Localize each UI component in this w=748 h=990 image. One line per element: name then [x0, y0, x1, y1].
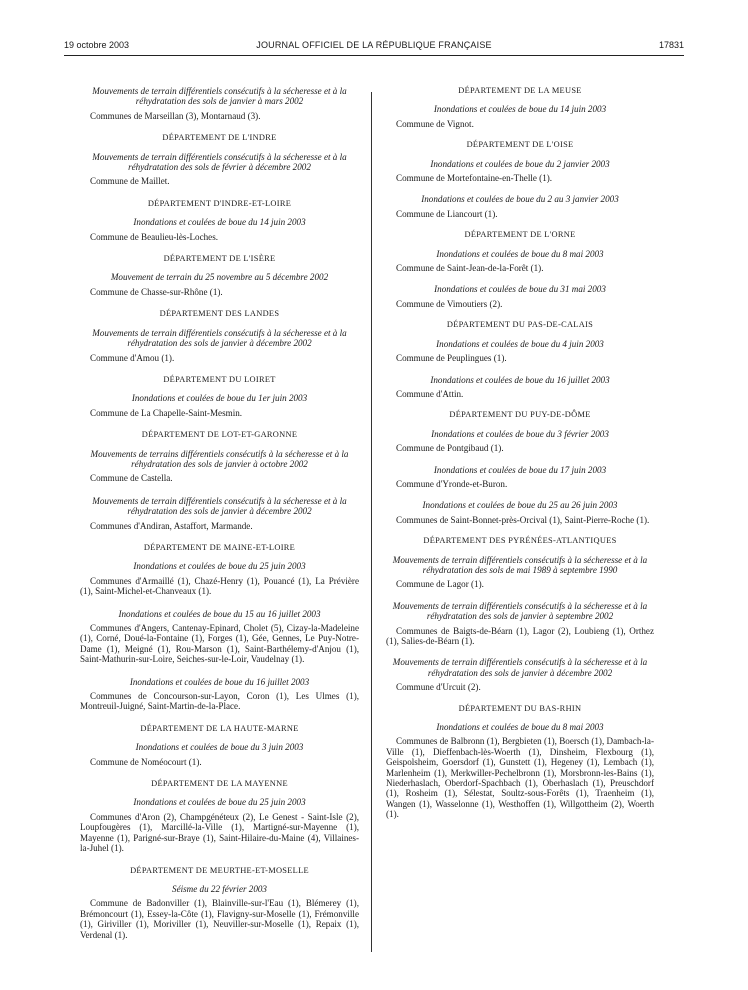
decree-entry [386, 601, 654, 647]
communes-list: Communes de Saint-Bonnet-près-Orcival (1), Saint-Pierre-Roche (1). [396, 514, 650, 525]
department-section [386, 410, 654, 525]
decree-entry [80, 217, 359, 242]
communes-list: Commune de Badonviller (1), Blainville-sur-l'Eau (1), Blémerey (1), Brémoncourt (1), Essey-la-Côte (1), Flavigny-sur-Moselle (1), Frémonville (1), Giriviller (1), Moriviller (1), Neuviller-sur-Moselle (1), Repaix (1), Verdenal (1). [80, 898, 359, 940]
department-heading: DÉPARTEMENT DES PYRÉNÉES-ATLANTIQUES [423, 536, 617, 546]
journal-title: JOURNAL OFFICIEL DE LA RÉPUBLIQUE FRANÇAISE [256, 40, 492, 50]
decree-entry [386, 465, 654, 490]
decree-entry [80, 561, 359, 596]
decree-entry [386, 500, 654, 525]
department-section [386, 86, 654, 129]
department-heading: DÉPARTEMENT DE LA MEUSE [458, 86, 582, 95]
event-cause: Inondations et coulées de boue du 2 janvier 2003 [430, 158, 610, 169]
decree-entry [386, 429, 654, 454]
communes-list: Communes d'Andiran, Astaffort, Marmande. [90, 520, 253, 531]
department-heading: DÉPARTEMENT DU BAS-RHIN [458, 703, 582, 713]
communes-list: Communes de Balbronn (1), Bergbieten (1), Boersch (1), Dambach-la-Ville (1), Dieffenbach-lès-Woerth (1), Dinsheim, Flexbourg (1), Geispolsheim, Goersdorf (1), Gunstett (1), Hegeney (1), Lembach (1), Marlenheim (1), Merkwiller-Pechelbronn (1), Morsbronn-les-Bains (1), Niederhaslach, Oberdorf-Spachbach (1), Oberhaslach (1), Preuschdorf (1), Rosheim (1), Sélestat, Soultz-sous-Forêts (1), Traenheim (1), Wangen (1), Wasselonne (1), Westhoffen (1), Willgottheim (2), Woerth (1). [386, 736, 654, 820]
communes-list: Commune de Vignot. [396, 118, 474, 129]
event-cause: Séisme du 22 février 2003 [172, 883, 267, 894]
communes-list: Commune de La Chapelle-Saint-Mesmin. [90, 407, 243, 418]
department-section [386, 140, 654, 219]
department-section [80, 133, 359, 187]
communes-list: Commune d'Urcuit (2). [396, 682, 481, 693]
department-section [80, 430, 359, 531]
department-heading: DÉPARTEMENT DU PAS-DE-CALAIS [446, 320, 594, 330]
page-header [64, 40, 684, 54]
communes-list: Commune de Pontgibaud (1). [396, 443, 504, 454]
event-cause: Inondations et coulées de boue du 31 mai 2003 [434, 284, 606, 295]
department-heading: DÉPARTEMENT DE MEURTHE-ET-MOSELLE [130, 865, 309, 875]
decree-entry [386, 657, 654, 692]
department-heading: DÉPARTEMENT DES LANDES [159, 309, 280, 319]
event-cause: Inondations et coulées de boue du 3 juin 2003 [135, 742, 304, 753]
event-cause: Inondations et coulées de boue du 8 mai 2003 [436, 722, 604, 733]
event-cause: Inondations et coulées de boue du 8 mai 2003 [436, 248, 604, 259]
department-section [80, 199, 359, 242]
communes-list: Communes d'Angers, Cantenay-Epinard, Cholet (5), Cizay-la-Madeleine (1), Corné, Doué-la-Fontaine (1), Forges (1), Gée, Gennes, Le Puy-Notre-Dame (1), Meigné (1), Rou-Marson (1), Saint-Barthélemy-d'Anjou (1), Saint-Mathurin-sur-Loire, Seiches-sur-le-Loir, Vaudelnay (1). [80, 623, 359, 665]
event-cause: Inondations et coulées de boue du 25 juin 2003 [133, 561, 306, 572]
department-section [80, 543, 359, 712]
event-cause: Inondations et coulées de boue du 16 juillet 2003 [430, 374, 610, 385]
issue-date: 19 octobre 2003 [64, 40, 130, 50]
event-cause: Mouvements de terrain différentiels consécutifs à la sécheresse et à la réhydratation des sols de janvier à septembre 2002 [392, 600, 648, 622]
communes-list: Communes de Marseillan (3), Montarnaud (3). [90, 110, 261, 121]
event-cause: Mouvements de terrain différentiels consécutifs à la sécheresse et à la réhydratation des sols de février à décembre 2002 [92, 151, 347, 173]
department-heading: DÉPARTEMENT DE L'ORNE [464, 230, 576, 240]
event-cause: Mouvements de terrain différentiels consécutifs à la sécheresse et à la réhydratation des sols de janvier à décembre 2002 [392, 657, 648, 678]
decree-entry [386, 104, 654, 129]
department-heading: DÉPARTEMENT DE MAINE-ET-LOIRE [143, 542, 296, 552]
communes-list: Communes de Baigts-de-Béarn (1), Lagor (2), Loubieng (1), Orthez (1), Salies-de-Béarn (1). [386, 625, 654, 646]
event-cause: Inondations et coulées de boue du 1er juin 2003 [131, 393, 308, 404]
event-cause: Mouvement de terrain du 25 novembre au 5 décembre 2002 [110, 272, 329, 283]
event-cause: Inondations et coulées de boue du 2 au 3 janvier 2003 [421, 194, 619, 205]
event-cause: Inondations et coulées de boue du 17 juin 2003 [433, 464, 607, 475]
event-cause: Mouvements de terrain différentiels consécutifs à la sécheresse et à la réhydratation des sols de mai 1989 à septembre 1990 [392, 554, 648, 575]
department-heading: DÉPARTEMENT DU PUY-DE-DÔME [449, 410, 591, 420]
decree-entry [80, 742, 359, 767]
left-column [80, 86, 359, 952]
event-cause: Inondations et coulées de boue du 14 juin 2003 [133, 217, 306, 228]
communes-list: Commune de Noméocourt (1). [90, 756, 202, 767]
decree-entry [80, 797, 359, 853]
department-heading: DÉPARTEMENT DE LA MAYENNE [151, 779, 288, 789]
decree-entry [80, 393, 359, 418]
event-cause: Inondations et coulées de boue du 14 juin 2003 [433, 104, 607, 115]
decree-entry [80, 677, 359, 712]
decree-entry [386, 375, 654, 400]
department-section [80, 254, 359, 297]
event-cause: Mouvements de terrains différentiels consécutifs à la sécheresse et à la réhydratation des sols de janvier à octobre 2002 [90, 448, 349, 469]
communes-list: Commune de Peuplingues (1). [396, 353, 507, 364]
department-section [386, 536, 654, 692]
decree-entry [386, 555, 654, 590]
communes-list: Communes d'Aron (2), Champgénéteux (2), Le Genest - Saint-Isle (2), Loupfougères (1), Marcillé-la-Ville (1), Martigné-sur-Mayenne (1), Mayenne (1), Parigné-sur-Braye (1), Saint-Hilaire-du-Maine (4), Villaines-la-Juhel (1). [80, 811, 359, 854]
event-cause: Mouvements de terrain différentiels consécutifs à la sécheresse et à la réhydratation des sols de janvier à décembre 2002 [92, 327, 347, 349]
decree-entry [386, 194, 654, 219]
decree-entry [386, 284, 654, 309]
decree-entry [386, 339, 654, 364]
event-cause: Inondations et coulées de boue du 25 juin 2003 [133, 797, 306, 808]
communes-list: Communes d'Armaillé (1), Chazé-Henry (1), Pouancé (1), La Prévière (1), Saint-Michel-et-Chanveaux (1). [80, 575, 359, 597]
department-heading: DÉPARTEMENT DE L'OISE [466, 140, 574, 150]
communes-list: Commune de Mortefontaine-en-Thelle (1). [396, 173, 553, 184]
decree-entry [80, 272, 359, 297]
decree-entry [80, 328, 359, 363]
department-heading: DÉPARTEMENT DE L'INDRE [162, 133, 277, 143]
event-cause: Mouvements de terrain différentiels consécutifs à la sécheresse et à la réhydratation des sols de janvier à décembre 2002 [92, 495, 347, 517]
column-divider [371, 92, 372, 952]
right-column [386, 86, 654, 831]
department-heading: DÉPARTEMENT DE LA HAUTE-MARNE [140, 723, 299, 733]
department-section [386, 230, 654, 309]
decree-entry [386, 159, 654, 184]
decree-entry [80, 152, 359, 187]
department-heading: DÉPARTEMENT DE L'ISÈRE [163, 254, 276, 264]
decree-entry [80, 449, 359, 484]
communes-list: Commune de Castella. [90, 473, 173, 484]
department-section [80, 309, 359, 363]
communes-list: Commune d'Attin. [396, 388, 464, 399]
decree-entry [80, 86, 359, 121]
decree-entry [386, 249, 654, 274]
event-cause: Mouvements de terrain différentiels consécutifs à la sécheresse et à la réhydratation des sols de janvier à mars 2002 [92, 86, 347, 107]
event-cause: Inondations et coulées de boue du 16 juillet 2003 [129, 676, 310, 687]
department-section [80, 375, 359, 418]
department-heading: DÉPARTEMENT DE LOT-ET-GARONNE [141, 430, 298, 440]
communes-list: Commune de Liancourt (1). [396, 208, 498, 219]
department-section [80, 724, 359, 767]
communes-list: Commune de Lagor (1). [396, 579, 484, 590]
communes-list: Commune d'Amou (1). [90, 352, 175, 363]
department-section [80, 779, 359, 853]
decree-entry [80, 884, 359, 940]
communes-list: Commune de Chasse-sur-Rhône (1). [90, 286, 223, 297]
communes-list: Commune de Saint-Jean-de-la-Forêt (1). [396, 263, 544, 274]
department-heading: DÉPARTEMENT DU LOIRET [163, 374, 276, 384]
communes-list: Commune de Vimoutiers (2). [396, 298, 503, 309]
communes-list: Commune de Maillet. [90, 176, 170, 187]
decree-entry [80, 609, 359, 665]
department-section [80, 866, 359, 940]
department-heading: DÉPARTEMENT D'INDRE-ET-LOIRE [147, 198, 292, 208]
header-rule [64, 55, 684, 56]
decree-entry [386, 722, 654, 820]
event-cause: Inondations et coulées de boue du 4 juin 2003 [436, 338, 604, 349]
event-cause: Inondations et coulées de boue du 15 au 16 juillet 2003 [118, 608, 321, 619]
department-section [80, 86, 359, 121]
decree-entry [80, 496, 359, 531]
event-cause: Inondations et coulées de boue du 25 au 26 juin 2003 [422, 500, 618, 511]
department-section [386, 320, 654, 399]
communes-list: Commune de Beaulieu-lès-Loches. [90, 231, 219, 242]
page-number: 17831 [658, 40, 684, 50]
event-cause: Inondations et coulées de boue du 3 février 2003 [431, 428, 609, 439]
department-section [386, 704, 654, 820]
communes-list: Commune d'Yronde-et-Buron. [396, 478, 508, 489]
communes-list: Communes de Concourson-sur-Layon, Coron (1), Les Ulmes (1), Montreuil-Juigné, Saint-Martin-de-la-Place. [80, 691, 359, 712]
